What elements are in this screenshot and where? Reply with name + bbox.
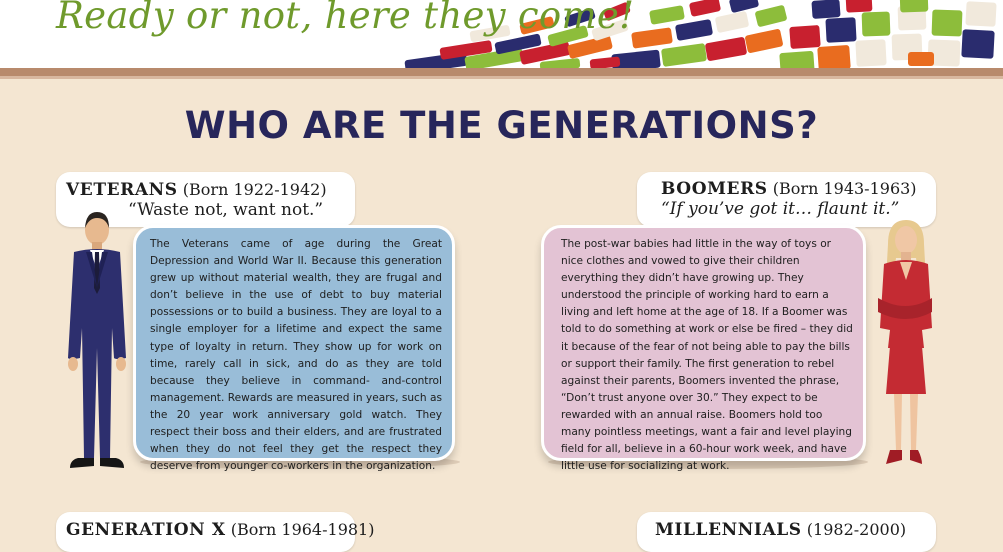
decorative-tile [755,5,788,28]
veterans-born: (Born 1922-1942) [182,180,327,199]
millennials-born: (1982-2000) [806,520,907,539]
decorative-tile [961,29,994,59]
page-title: WHO ARE THE GENERATIONS? [184,104,819,147]
decorative-tile [900,0,929,12]
veterans-description-box [133,225,455,473]
decorative-tile [855,39,886,67]
boomer-woman-illustration [866,218,942,474]
generation-x-label [56,512,375,552]
decorative-tile [789,25,820,49]
boomers-description-box [541,225,866,473]
decorative-tile [675,19,713,41]
generation-x-born: (Born 1964-1981) [230,520,375,539]
boomers-description: The post-war babies had little in the way of toys or nice clothes and vowed to give their children everything they didn’t have growing up. They understood the principle of working hard to earn a living and left home at the age of 18. If a Boomer was told to do something at work or else be fired – they did it because of the fear of not being able to pay the bills or support their family. The first generation to rebel against their parents, Boomers invented the phrase, “Don’t trust anyone over 30.” They expect to be rewarded with an annual raise. Boomers hold too many pointless meetings, want a fair and level playing field for all, believe in a 60-hour work week, and have little use for socializing at work. [561,238,853,473]
decorative-tile [661,43,707,67]
decorative-tile [729,0,760,13]
decorative-tile [862,12,891,37]
decorative-tile [715,11,750,33]
generation-x-name: GENERATION X [66,520,226,540]
decorative-tile [811,0,840,19]
tagline: Ready or not, here they come! [56,0,635,37]
boomers-born: (Born 1943-1963) [772,179,917,198]
decorative-tile [745,28,784,53]
header-stripe-accent [0,76,1003,79]
decorative-tile [825,17,856,43]
veteran-man-illustration [56,208,138,474]
decorative-tile [965,1,996,27]
veterans-name: VETERANS [66,180,178,200]
decorative-tile [846,0,873,13]
decorative-tile [705,37,748,62]
veterans-quote: “Waste not, want not.” [128,200,324,220]
millennials-label [637,512,936,552]
decorative-tile [908,52,934,66]
header-stripe [0,68,1003,76]
millennials-name: MILLENNIALS [655,520,802,540]
decorative-tile [932,9,963,36]
header-banner [0,0,1003,68]
decorative-tile [689,0,721,17]
decorative-tile [649,5,685,25]
decorative-tile [631,27,673,48]
boomers-quote: “If you’ve got it… flaunt it.” [661,199,900,219]
veterans-description: The Veterans came of age during the Great Depression and World War II. Because this generation grew up without material wealth, they are frugal and don’t believe in the use of debt to buy material possessions or to build a business. They are loyal to a single employer for a lifetime and expect the same type of loyalty in return. They show up for work on time, rarely call in sick, and do as they are told because they believe in command- and-control management. Rewards are measured in years, such as the 20 year work anniversary gold watch. They respect their boss and their elders, and are frustrated when they do not feel they get the respect they deserve from younger co-workers in the organization. [150,238,442,473]
boomers-name: BOOMERS [661,179,768,199]
